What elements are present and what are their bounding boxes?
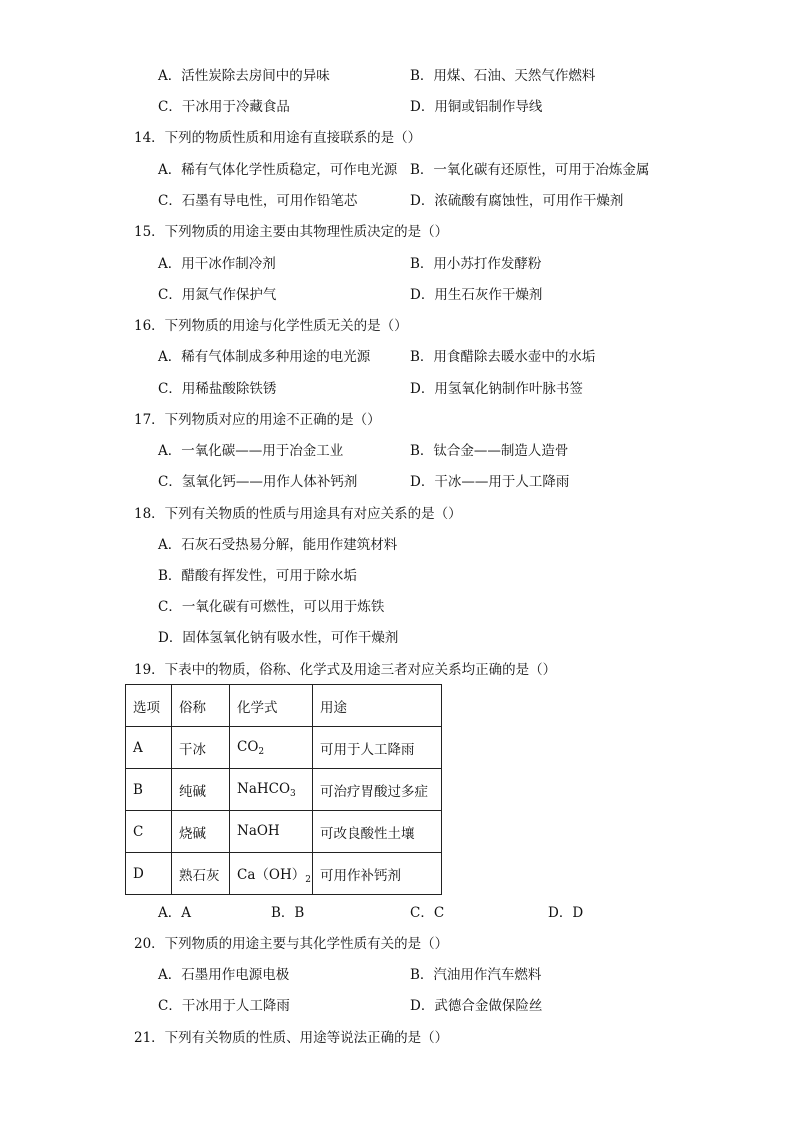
row-use: 可用作补钙剂 bbox=[313, 853, 442, 895]
row-use: 可用于人工降雨 bbox=[313, 727, 442, 769]
q17-option-a: A．一氧化碳——用于冶金工业 bbox=[158, 443, 344, 459]
row-option: B bbox=[126, 769, 172, 811]
table-row bbox=[126, 727, 442, 769]
q16-option-c: C．用稀盐酸除铁锈 bbox=[158, 381, 277, 397]
formula-subscript: 2 bbox=[305, 874, 311, 885]
q17-option-d: D．干冰——用于人工降雨 bbox=[410, 474, 570, 490]
formula-subscript: 3 bbox=[290, 788, 296, 799]
row-formula bbox=[230, 811, 313, 853]
q19-answer-d: D．D bbox=[548, 905, 584, 921]
row-formula bbox=[230, 769, 313, 811]
q14-option-b: B．一氧化碳有还原性，可用于冶炼金属 bbox=[410, 162, 650, 178]
q13-option-b: B．用煤、石油、天然气作燃料 bbox=[410, 68, 596, 84]
formula-subscript: 2 bbox=[258, 746, 265, 757]
q17-stem: 17．下列物质对应的用途不正确的是（） bbox=[134, 412, 381, 428]
formula-text: CO bbox=[237, 738, 259, 755]
q19-answer-b: B．B bbox=[271, 905, 305, 921]
q19-table bbox=[125, 684, 442, 895]
row-common-name: 熟石灰 bbox=[172, 853, 230, 895]
q15-stem: 15．下列物质的用途主要由其物理性质决定的是（） bbox=[134, 224, 449, 240]
q13-option-c: C．干冰用于冷藏食品 bbox=[158, 99, 290, 115]
q19-answer-c: C．C bbox=[410, 905, 445, 921]
q20-option-b: B．汽油用作汽车燃料 bbox=[410, 967, 542, 983]
q17-option-b: B．钛合金——制造人造骨 bbox=[410, 443, 569, 459]
row-common-name: 纯碱 bbox=[172, 769, 230, 811]
q13-option-a: A．活性炭除去房间中的异味 bbox=[158, 68, 330, 84]
q19-answer-a: A．A bbox=[158, 905, 191, 921]
q16-stem: 16．下列物质的用途与化学性质无关的是（） bbox=[134, 318, 408, 334]
q15-option-a: A．用干冰作制冷剂 bbox=[158, 256, 276, 272]
row-option: D bbox=[126, 853, 172, 895]
row-common-name: 干冰 bbox=[172, 727, 230, 769]
q14-option-c: C．石墨有导电性，可用作铅笔芯 bbox=[158, 193, 358, 209]
row-common-name: 烧碱 bbox=[172, 811, 230, 853]
row-formula bbox=[230, 727, 313, 769]
header-use: 用途 bbox=[313, 685, 442, 727]
q18-stem: 18．下列有关物质的性质与用途具有对应关系的是（） bbox=[134, 506, 462, 522]
q20-option-c: C．干冰用于人工降雨 bbox=[158, 998, 290, 1014]
q15-option-d: D．用生石灰作干燥剂 bbox=[410, 287, 543, 303]
q14-option-d: D．浓硫酸有腐蚀性，可用作干燥剂 bbox=[410, 193, 624, 209]
table-row bbox=[126, 811, 442, 853]
header-option: 选项 bbox=[126, 685, 172, 727]
formula-text: Ca（OH） bbox=[237, 866, 306, 883]
q18-option-d: D．固体氢氧化钠有吸水性，可作干燥剂 bbox=[158, 630, 399, 646]
q19-stem: 19．下表中的物质，俗称、化学式及用途三者对应关系均正确的是（） bbox=[134, 662, 557, 678]
row-formula bbox=[230, 853, 313, 895]
q18-option-b: B．醋酸有挥发性，可用于除水垢 bbox=[158, 568, 357, 584]
table-header-row bbox=[126, 685, 442, 727]
formula-text: NaHCO bbox=[237, 780, 291, 797]
q17-option-c: C．氢氧化钙——用作人体补钙剂 bbox=[158, 474, 358, 490]
q20-stem: 20．下列物质的用途主要与其化学性质有关的是（） bbox=[134, 936, 449, 952]
q20-option-d: D．武德合金做保险丝 bbox=[410, 998, 543, 1014]
q16-option-d: D．用氢氧化钠制作叶脉书签 bbox=[410, 381, 583, 397]
q16-option-b: B．用食醋除去暖水壶中的水垢 bbox=[410, 349, 596, 365]
q21-stem: 21．下列有关物质的性质、用途等说法正确的是（） bbox=[134, 1030, 449, 1046]
q20-option-a: A．石墨用作电源电极 bbox=[158, 967, 290, 983]
formula-text: NaOH bbox=[237, 822, 280, 839]
q18-option-c: C．一氧化碳有可燃性，可以用于炼铁 bbox=[158, 599, 385, 615]
q15-option-c: C．用氮气作保护气 bbox=[158, 287, 277, 303]
row-use: 可治疗胃酸过多症 bbox=[313, 769, 442, 811]
row-option: A bbox=[126, 727, 172, 769]
row-use: 可改良酸性土壤 bbox=[313, 811, 442, 853]
q18-option-a: A．石灰石受热易分解，能用作建筑材料 bbox=[158, 537, 398, 553]
header-common-name: 俗称 bbox=[172, 685, 230, 727]
table-row bbox=[126, 853, 442, 895]
header-formula: 化学式 bbox=[230, 685, 313, 727]
q13-option-d: D．用铜或铝制作导线 bbox=[410, 99, 543, 115]
row-option: C bbox=[126, 811, 172, 853]
q14-stem: 14．下列的物质性质和用途有直接联系的是（） bbox=[134, 130, 422, 146]
q15-option-b: B．用小苏打作发酵粉 bbox=[410, 256, 542, 272]
q14-option-a: A．稀有气体化学性质稳定，可作电光源 bbox=[158, 162, 398, 178]
q16-option-a: A．稀有气体制成多种用途的电光源 bbox=[158, 349, 371, 365]
table-row bbox=[126, 769, 442, 811]
